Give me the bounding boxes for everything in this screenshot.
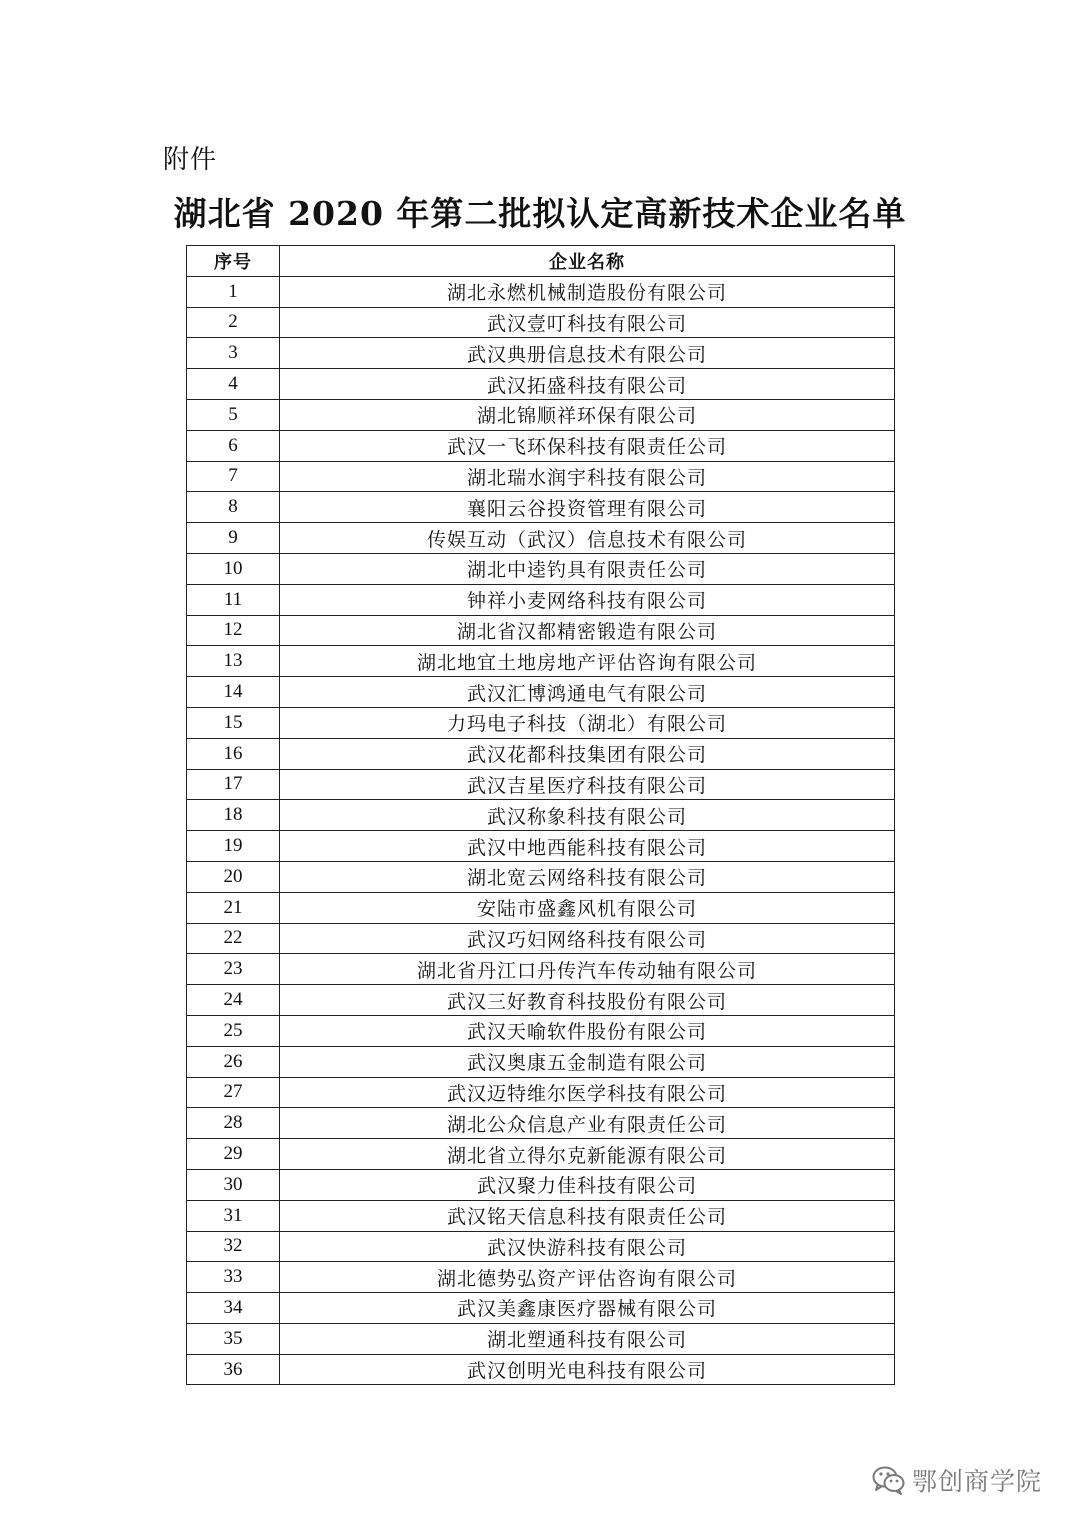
row-serial-number: 6 xyxy=(187,430,280,461)
table-row xyxy=(187,1200,895,1231)
table-row xyxy=(187,1139,895,1170)
table-row xyxy=(187,1293,895,1324)
row-company-name: 武汉快游科技有限公司 xyxy=(280,1231,895,1262)
row-company-name: 武汉汇博鸿通电气有限公司 xyxy=(280,677,895,708)
table-row xyxy=(187,646,895,677)
table-row xyxy=(187,615,895,646)
row-company-name: 武汉典册信息技术有限公司 xyxy=(280,338,895,369)
document-title: 湖北省 2020 年第二批拟认定高新技术企业名单 xyxy=(173,194,907,233)
row-serial-number: 34 xyxy=(187,1293,280,1324)
table-row xyxy=(187,1262,895,1293)
row-serial-number: 7 xyxy=(187,461,280,492)
row-serial-number: 28 xyxy=(187,1108,280,1139)
table-row xyxy=(187,831,895,862)
row-serial-number: 26 xyxy=(187,1046,280,1077)
table-header-row xyxy=(187,246,895,277)
row-company-name: 武汉铭天信息科技有限责任公司 xyxy=(280,1200,895,1231)
row-company-name: 湖北地宜土地房地产评估咨询有限公司 xyxy=(280,646,895,677)
table-row xyxy=(187,892,895,923)
row-company-name: 湖北锦顺祥环保有限公司 xyxy=(280,399,895,430)
row-serial-number: 1 xyxy=(187,276,280,307)
row-serial-number: 9 xyxy=(187,523,280,554)
row-serial-number: 27 xyxy=(187,1077,280,1108)
table-row xyxy=(187,954,895,985)
row-company-name: 武汉吉星医疗科技有限公司 xyxy=(280,769,895,800)
row-serial-number: 21 xyxy=(187,892,280,923)
row-serial-number: 3 xyxy=(187,338,280,369)
table-row xyxy=(187,276,895,307)
table-row xyxy=(187,769,895,800)
table-row xyxy=(187,369,895,400)
table-row xyxy=(187,738,895,769)
header-company-name: 企业名称 xyxy=(280,246,895,277)
table-row xyxy=(187,338,895,369)
row-company-name: 武汉一飞环保科技有限责任公司 xyxy=(280,430,895,461)
table-body xyxy=(187,276,895,1385)
table-row xyxy=(187,923,895,954)
row-serial-number: 2 xyxy=(187,307,280,338)
table-row xyxy=(187,523,895,554)
row-serial-number: 12 xyxy=(187,615,280,646)
row-serial-number: 16 xyxy=(187,738,280,769)
row-serial-number: 23 xyxy=(187,954,280,985)
row-company-name: 武汉拓盛科技有限公司 xyxy=(280,369,895,400)
row-company-name: 襄阳云谷投资管理有限公司 xyxy=(280,492,895,523)
row-serial-number: 11 xyxy=(187,584,280,615)
row-serial-number: 22 xyxy=(187,923,280,954)
table-row xyxy=(187,1108,895,1139)
attachment-label: 附件 xyxy=(163,145,218,175)
row-serial-number: 32 xyxy=(187,1231,280,1262)
row-serial-number: 14 xyxy=(187,677,280,708)
wechat-icon xyxy=(872,1465,906,1495)
row-serial-number: 4 xyxy=(187,369,280,400)
table-row xyxy=(187,1077,895,1108)
table-row xyxy=(187,1169,895,1200)
table-row xyxy=(187,677,895,708)
row-company-name: 武汉中地西能科技有限公司 xyxy=(280,831,895,862)
row-serial-number: 29 xyxy=(187,1139,280,1170)
row-company-name: 湖北瑞水润宇科技有限公司 xyxy=(280,461,895,492)
table-row xyxy=(187,399,895,430)
watermark-text: 鄂创商学院 xyxy=(912,1467,1043,1496)
row-company-name: 武汉壹叮科技有限公司 xyxy=(280,307,895,338)
row-company-name: 湖北省汉都精密锻造有限公司 xyxy=(280,615,895,646)
table-row xyxy=(187,461,895,492)
row-company-name: 武汉巧妇网络科技有限公司 xyxy=(280,923,895,954)
row-company-name: 钟祥小麦网络科技有限公司 xyxy=(280,584,895,615)
row-company-name: 湖北宽云网络科技有限公司 xyxy=(280,861,895,892)
company-list-table xyxy=(186,245,895,1385)
row-company-name: 湖北永燃机械制造股份有限公司 xyxy=(280,276,895,307)
row-company-name: 武汉创明光电科技有限公司 xyxy=(280,1354,895,1385)
row-company-name: 武汉花都科技集团有限公司 xyxy=(280,738,895,769)
header-serial-number: 序号 xyxy=(187,246,280,277)
watermark xyxy=(872,1460,1042,1500)
row-company-name: 湖北省立得尔克新能源有限公司 xyxy=(280,1139,895,1170)
table-row xyxy=(187,430,895,461)
row-company-name: 安陆市盛鑫风机有限公司 xyxy=(280,892,895,923)
row-serial-number: 8 xyxy=(187,492,280,523)
table-row xyxy=(187,861,895,892)
row-serial-number: 19 xyxy=(187,831,280,862)
row-serial-number: 10 xyxy=(187,553,280,584)
row-company-name: 武汉美鑫康医疗器械有限公司 xyxy=(280,1293,895,1324)
table-row xyxy=(187,307,895,338)
table-row xyxy=(187,1323,895,1354)
table-row xyxy=(187,492,895,523)
table-row xyxy=(187,553,895,584)
row-serial-number: 35 xyxy=(187,1323,280,1354)
row-serial-number: 20 xyxy=(187,861,280,892)
row-serial-number: 15 xyxy=(187,707,280,738)
row-company-name: 力玛电子科技（湖北）有限公司 xyxy=(280,707,895,738)
table-row xyxy=(187,800,895,831)
row-serial-number: 13 xyxy=(187,646,280,677)
table-row xyxy=(187,1015,895,1046)
row-serial-number: 17 xyxy=(187,769,280,800)
table-row xyxy=(187,707,895,738)
row-company-name: 湖北公众信息产业有限责任公司 xyxy=(280,1108,895,1139)
row-serial-number: 36 xyxy=(187,1354,280,1385)
row-serial-number: 18 xyxy=(187,800,280,831)
row-company-name: 湖北塑通科技有限公司 xyxy=(280,1323,895,1354)
table-row xyxy=(187,1046,895,1077)
table-row xyxy=(187,1231,895,1262)
row-company-name: 湖北中逵钓具有限责任公司 xyxy=(280,553,895,584)
row-company-name: 传娱互动（武汉）信息技术有限公司 xyxy=(280,523,895,554)
row-company-name: 武汉奥康五金制造有限公司 xyxy=(280,1046,895,1077)
row-serial-number: 31 xyxy=(187,1200,280,1231)
row-serial-number: 5 xyxy=(187,399,280,430)
row-serial-number: 30 xyxy=(187,1169,280,1200)
row-serial-number: 33 xyxy=(187,1262,280,1293)
row-company-name: 武汉三好教育科技股份有限公司 xyxy=(280,985,895,1016)
table-row xyxy=(187,985,895,1016)
row-company-name: 武汉称象科技有限公司 xyxy=(280,800,895,831)
row-serial-number: 25 xyxy=(187,1015,280,1046)
row-company-name: 湖北省丹江口丹传汽车传动轴有限公司 xyxy=(280,954,895,985)
table-row xyxy=(187,1354,895,1385)
row-company-name: 武汉聚力佳科技有限公司 xyxy=(280,1169,895,1200)
row-company-name: 武汉迈特维尔医学科技有限公司 xyxy=(280,1077,895,1108)
row-serial-number: 24 xyxy=(187,985,280,1016)
table-row xyxy=(187,584,895,615)
row-company-name: 湖北德势弘资产评估咨询有限公司 xyxy=(280,1262,895,1293)
row-company-name: 武汉天喻软件股份有限公司 xyxy=(280,1015,895,1046)
